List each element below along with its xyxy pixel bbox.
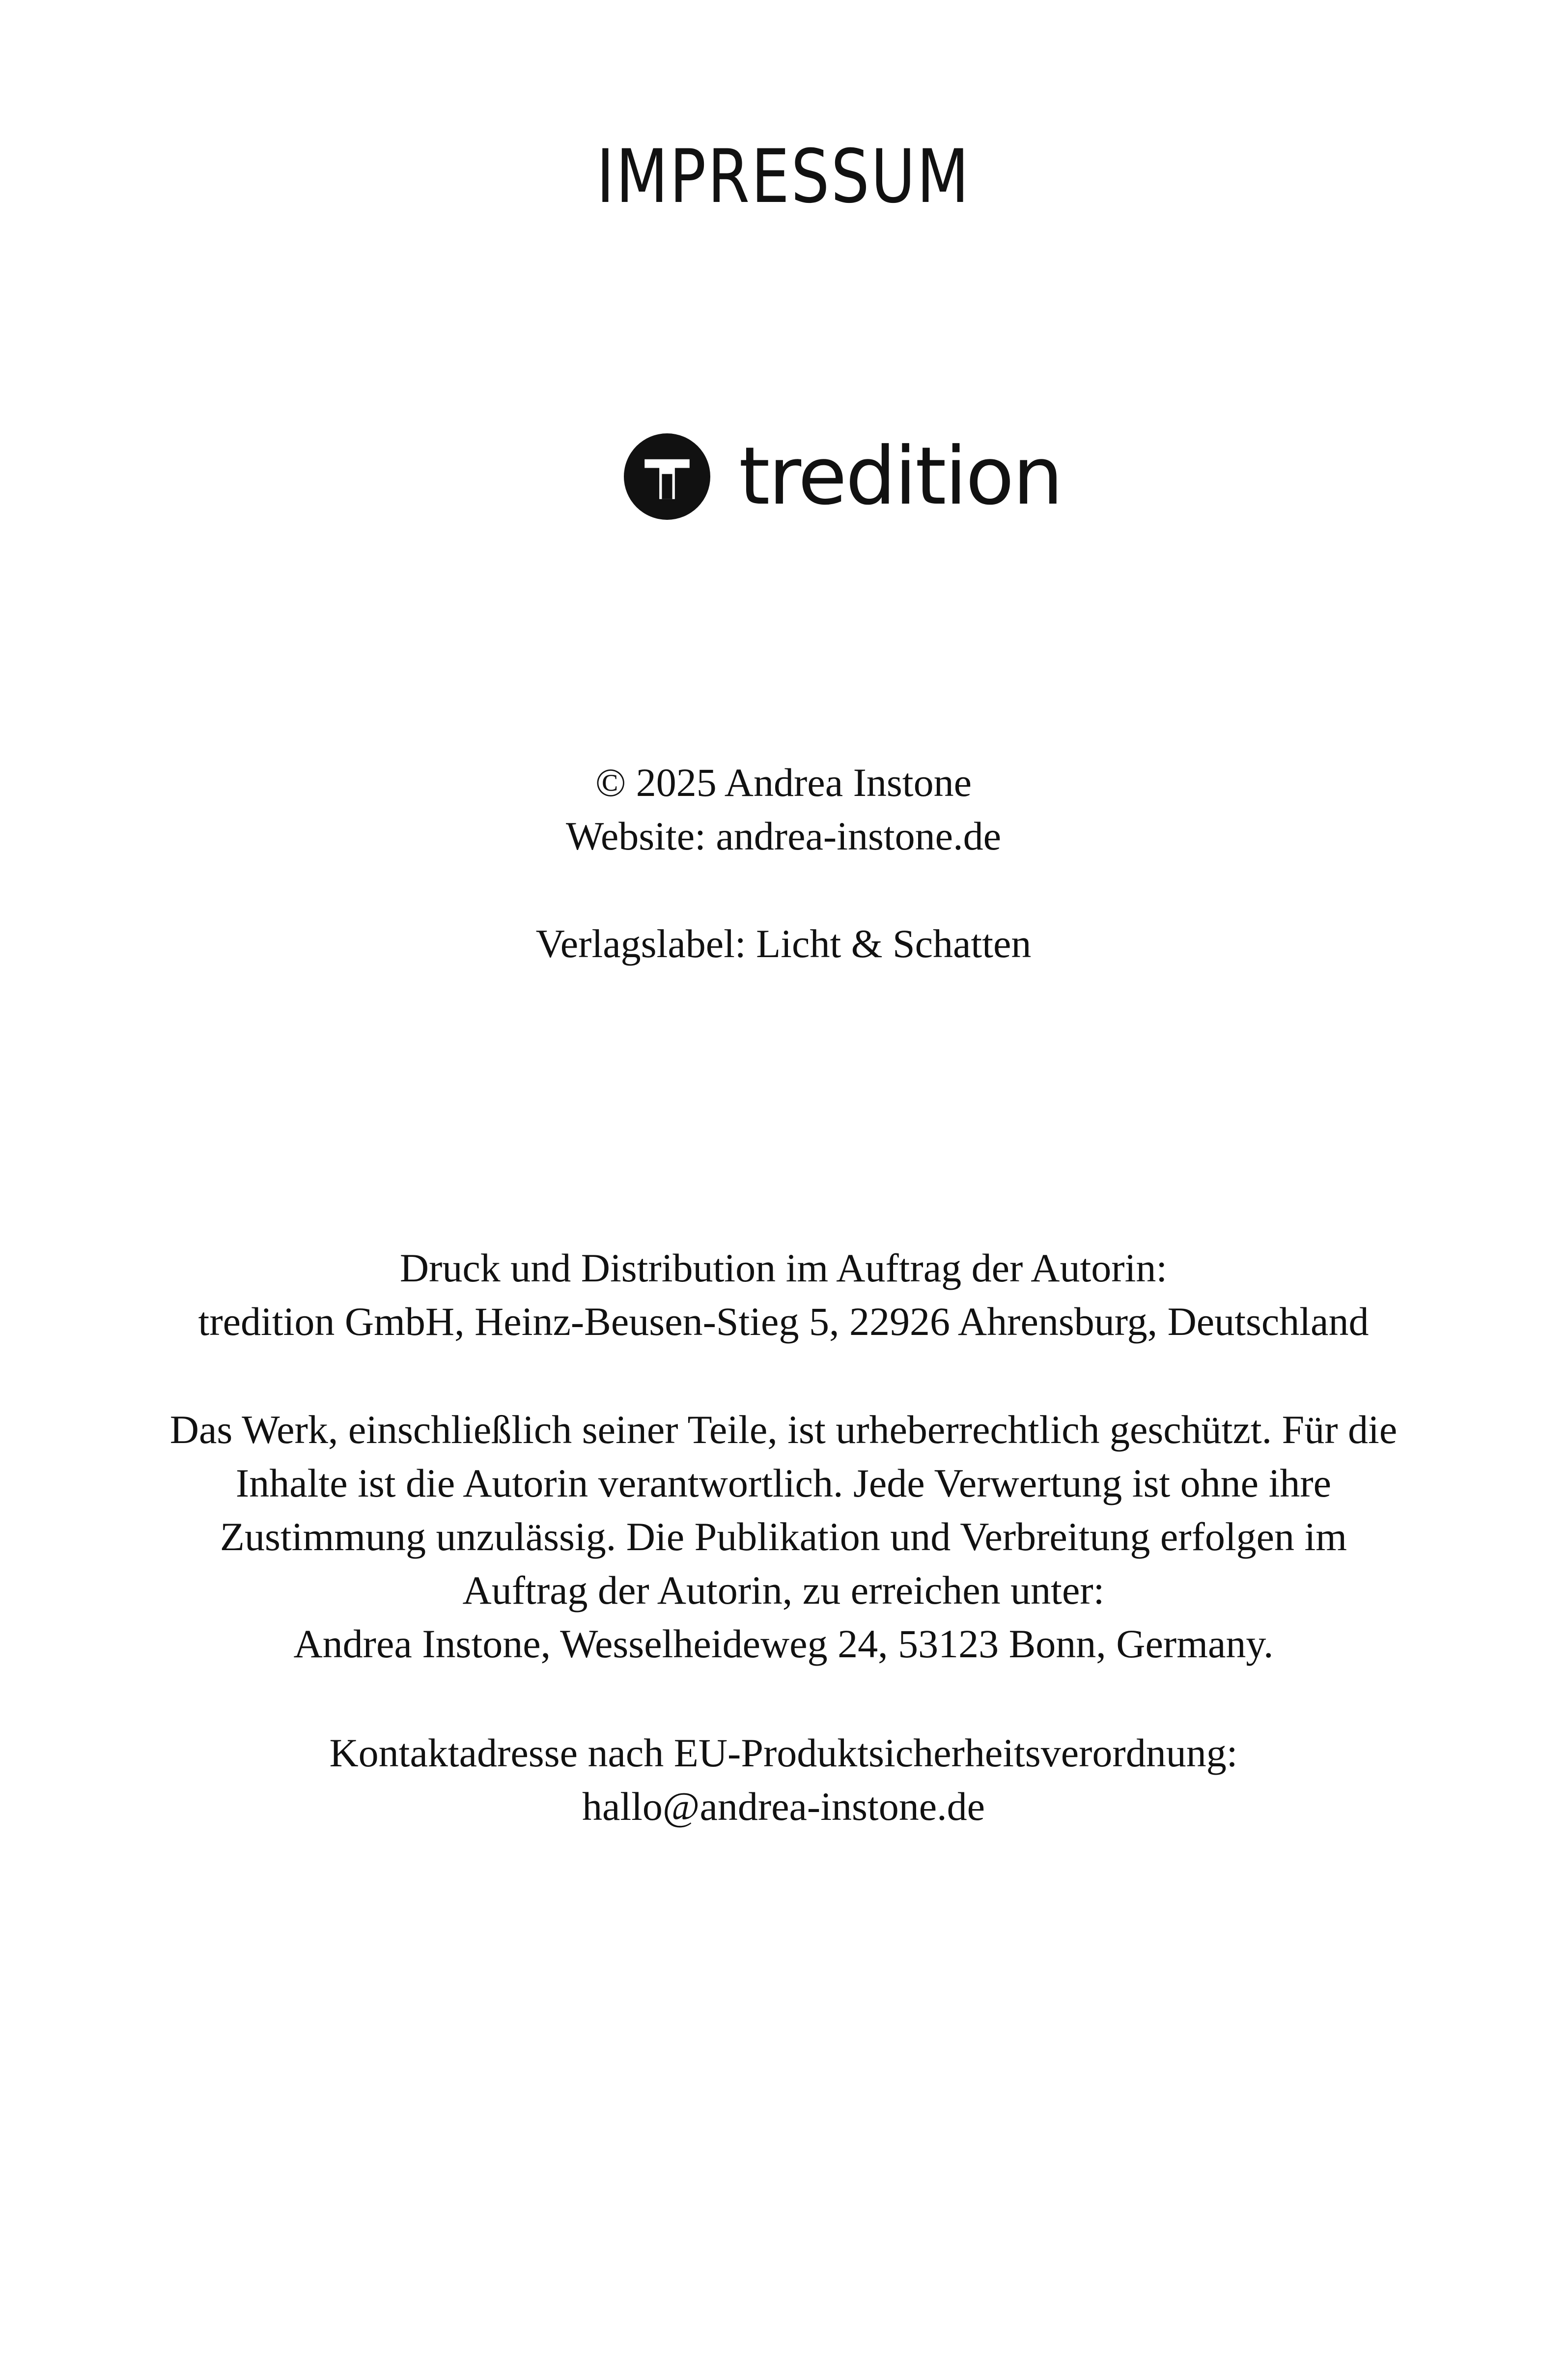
publisher-label: Verlagslabel: Licht & Schatten xyxy=(535,921,1032,966)
publisher-wordmark: tredition xyxy=(739,430,1062,523)
tredition-logo-icon xyxy=(624,433,710,520)
copyright-block xyxy=(0,756,1567,863)
legal-line: Das Werk, einschließlich seiner Teile, ist urheberrechtlich geschützt. Für die xyxy=(169,1407,1398,1452)
copyright-line: © 2025 Andrea Instone xyxy=(595,760,972,805)
legal-line: Auftrag der Autorin, zu erreichen unter: xyxy=(462,1568,1105,1613)
print-line: Druck und Distribution im Auftrag der Autorin: xyxy=(399,1246,1168,1290)
website-line: Website: andrea-instone.de xyxy=(566,814,1001,858)
legal-line: Inhalte ist die Autorin verantwortlich. Jede Verwertung ist ohne ihre xyxy=(235,1461,1332,1505)
contact-block xyxy=(0,1726,1567,1833)
print-distribution-block xyxy=(0,1241,1567,1348)
publisher-logo xyxy=(624,432,1062,521)
printer-address: tredition GmbH, Heinz-Beusen-Stieg 5, 22926 Ahrensburg, Deutschland xyxy=(198,1299,1369,1344)
legal-notice-block xyxy=(0,1403,1567,1671)
contact-line: Kontaktadresse nach EU-Produktsicherheitsverordnung: xyxy=(329,1730,1238,1775)
publisher-label-block xyxy=(0,917,1567,970)
contact-email: hallo@andrea-instone.de xyxy=(582,1784,985,1829)
legal-line: Zustimmung unzulässig. Die Publikation und Verbreitung erfolgen im xyxy=(220,1514,1347,1559)
page-title: IMPRESSUM xyxy=(596,134,971,220)
author-address: Andrea Instone, Wesselheideweg 24, 53123 Bonn, Germany. xyxy=(293,1621,1274,1666)
